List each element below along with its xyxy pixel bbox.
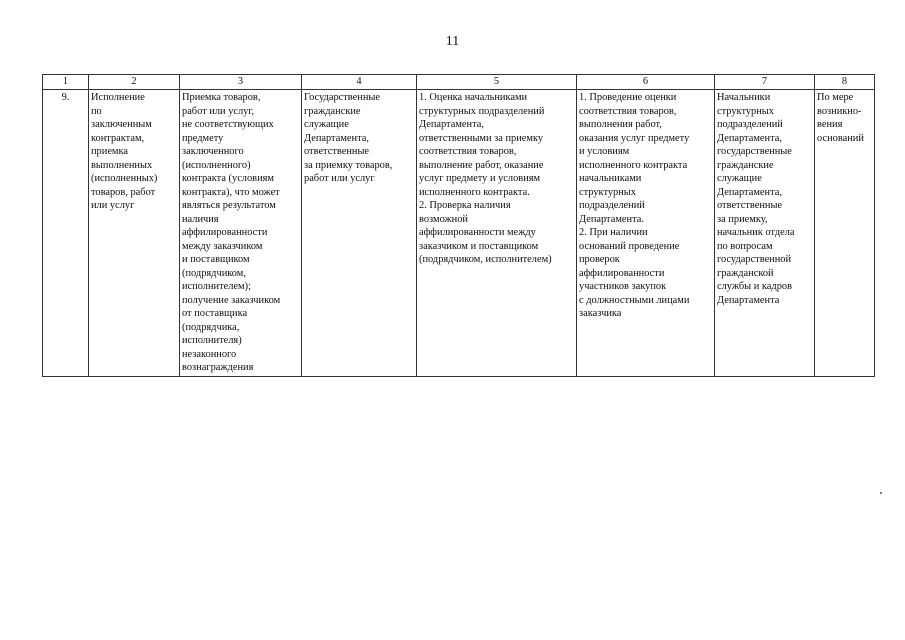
cell-text-line: гражданские — [717, 159, 774, 171]
cell-text-line: исполнителя) — [182, 335, 242, 346]
cell-text-line: Департамента, — [717, 186, 782, 198]
cell-text-line: структурных — [717, 105, 774, 117]
cell-text-line: заключенным — [91, 119, 152, 130]
cell-text-line: работ или услуг, — [182, 105, 255, 117]
cell-text-line: контрактам, — [91, 132, 145, 144]
cell-text-line: службы и кадров — [717, 281, 793, 292]
cell-text-line: предмету — [182, 132, 224, 144]
cell-text-line: по — [91, 105, 102, 117]
cell-text-line: Департамента, — [717, 132, 782, 144]
cell-text-line: ответственными за приемку — [419, 132, 544, 144]
cell-text-line: ответственные — [304, 146, 370, 157]
header-cell-3: 3 — [180, 75, 302, 90]
cell-text-line: гражданские — [304, 105, 361, 117]
cell-text-line: структурных — [579, 186, 636, 198]
cell-text-line: ответственные — [717, 200, 783, 211]
cell-text-line: 1. Проведение оценки — [579, 92, 677, 103]
cell-text-line: начальниками — [579, 173, 642, 184]
cell-text-line: 2. Проверка наличия — [419, 200, 511, 211]
cell-text-line: вознаграждения — [182, 362, 254, 373]
cell-text-line: 1. Оценка начальниками — [419, 92, 528, 103]
cell-text-line: начальник отдела — [717, 227, 795, 238]
cell-text-line: участников закупок — [579, 281, 667, 292]
control-measures-cell — [577, 90, 715, 377]
process-cell — [89, 90, 180, 377]
cell-text-line: возникно- — [817, 105, 862, 117]
cell-text-line: наличия — [182, 213, 219, 225]
responsible-cell — [715, 90, 815, 377]
cell-text-line: служащие — [304, 119, 349, 130]
cell-text-line: Департамента, — [419, 119, 484, 130]
cell-text-line: исполненного контракта. — [419, 186, 530, 198]
cell-text-line: возможной — [419, 213, 468, 225]
cell-text-line: не соответствующих — [182, 119, 274, 130]
cell-text-line: (подрядчика, — [182, 321, 240, 333]
cell-text-line: и условиям — [579, 146, 630, 157]
header-cell-5: 5 — [417, 75, 577, 90]
cell-text-line: контракта (условиям — [182, 173, 275, 184]
positions-cell — [302, 90, 417, 377]
cell-text-line: соответствия товаров, — [579, 105, 677, 117]
cell-text-line: Департамента, — [304, 132, 369, 144]
cell-text-line: гражданской — [717, 267, 774, 279]
header-cell-6: 6 — [577, 75, 715, 90]
cell-text-line: (подрядчиком, исполнителем) — [419, 254, 552, 265]
table-header-row — [43, 75, 875, 90]
cell-text-line: работ или услуг — [304, 173, 375, 184]
cell-text-line: Начальники — [717, 92, 771, 103]
measures-cell — [417, 90, 577, 377]
cell-text-line: исполненного контракта — [579, 159, 688, 171]
scan-speck — [880, 492, 882, 494]
header-cell-1: 1 — [43, 75, 89, 90]
cell-text-line: По мере — [817, 92, 854, 103]
risk-table — [42, 74, 875, 377]
cell-text-line: (исполненного) — [182, 159, 251, 171]
page-number: 11 — [445, 34, 460, 49]
cell-text-line: или услуг — [91, 200, 135, 211]
cell-text-line: получение заказчиком — [182, 294, 281, 306]
table-row — [43, 90, 875, 377]
header-cell-4: 4 — [302, 75, 417, 90]
header-cell-7: 7 — [715, 75, 815, 90]
cell-text-line: заказчиком и поставщиком — [419, 240, 539, 252]
cell-text-line: (подрядчиком, — [182, 267, 246, 279]
cell-text-line: незаконного — [182, 348, 237, 360]
cell-text-line: услуг предмету и условиям — [419, 173, 541, 184]
cell-text-line: за приемку товаров, — [304, 159, 393, 171]
cell-text-line: оснований проведение — [579, 240, 680, 252]
cell-text-line: заказчика — [579, 308, 622, 319]
cell-text-line: Приемка товаров, — [182, 92, 261, 103]
cell-text-line: структурных подразделений — [419, 105, 545, 117]
cell-text-line: подразделений — [717, 119, 783, 130]
cell-text-line: государственной — [717, 254, 792, 265]
cell-text-line: соответствия товаров, — [419, 146, 517, 157]
cell-text-line: исполнителем); — [182, 281, 251, 292]
cell-text-line: оказания услуг предмету — [579, 132, 690, 144]
row-number-cell — [43, 90, 89, 377]
header-cell-8: 8 — [815, 75, 875, 90]
cell-text-line: аффилированности между — [419, 227, 536, 238]
cell-text-line: выполненных — [91, 159, 153, 171]
cell-text-line: подразделений — [579, 200, 645, 211]
cell-text-line: Исполнение — [91, 92, 145, 103]
cell-text-line: от поставщика — [182, 308, 248, 319]
cell-text-line: являться результатом — [182, 200, 276, 211]
cell-text-line: выполнения работ, — [579, 119, 662, 130]
cell-text-line: товаров, работ — [91, 186, 156, 198]
cell-text-line: Департамента. — [579, 213, 644, 225]
cell-text-line: по вопросам — [717, 240, 773, 252]
cell-text-line: контракта), что может — [182, 186, 280, 198]
cell-text-line: оснований — [817, 132, 864, 144]
cell-text-line: приемка — [91, 146, 129, 157]
cell-text-line: между заказчиком — [182, 240, 263, 252]
cell-text-line: проверок — [579, 254, 620, 265]
cell-text-line: Департамента — [717, 294, 780, 306]
risk-description-cell — [180, 90, 302, 377]
cell-text-line: Государственные — [304, 92, 380, 103]
cell-text-line: (исполненных) — [91, 173, 158, 184]
cell-text-line: аффилированности — [182, 227, 268, 238]
cell-text-line: выполнение работ, оказание — [419, 159, 544, 171]
row-number: 9. — [61, 92, 70, 103]
header-cell-2: 2 — [89, 75, 180, 90]
cell-text-line: за приемку, — [717, 213, 768, 225]
cell-text-line: заключенного — [182, 146, 244, 157]
deadline-cell — [815, 90, 875, 377]
cell-text-line: вения — [817, 119, 843, 130]
cell-text-line: и поставщиком — [182, 254, 250, 265]
cell-text-line: аффилированности — [579, 267, 665, 279]
cell-text-line: служащие — [717, 173, 762, 184]
cell-text-line: с должностными лицами — [579, 294, 690, 306]
cell-text-line: 2. При наличии — [579, 227, 648, 238]
cell-text-line: государственные — [717, 146, 792, 157]
